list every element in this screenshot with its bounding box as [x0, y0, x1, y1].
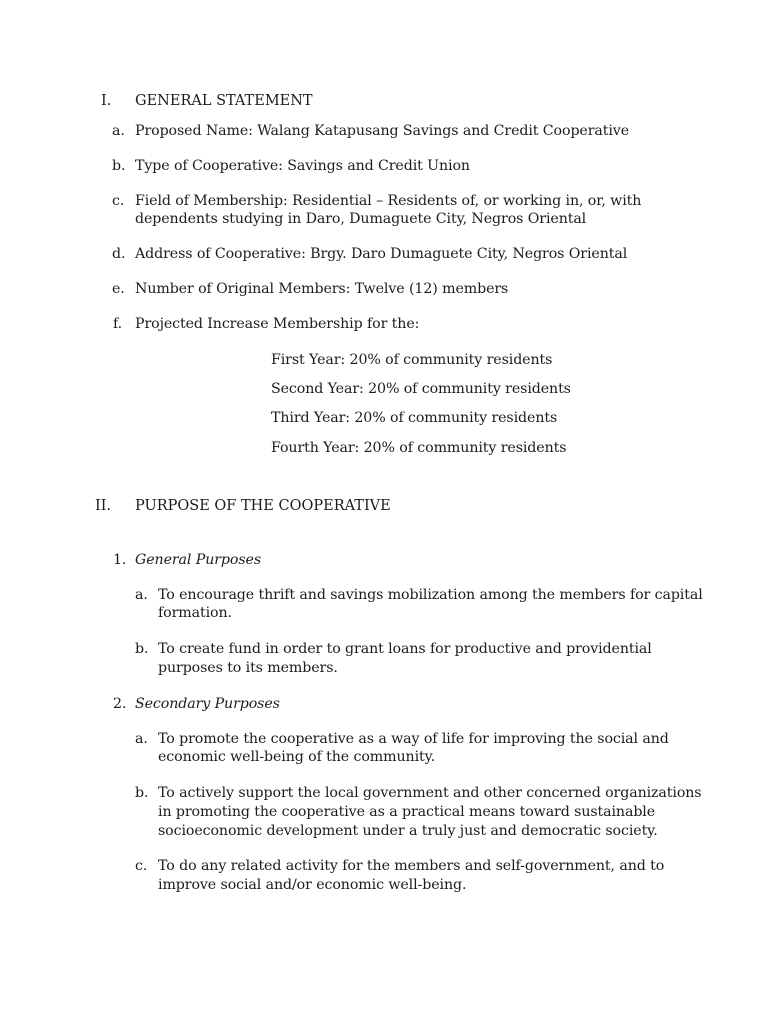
group-1-item-b-line2: purposes to its members.	[158, 660, 338, 676]
section-1-numeral: I.	[101, 93, 112, 109]
item-f-marker: f.	[113, 316, 123, 332]
group-2-item-b-line2: in promoting the cooperative as a practical means toward sustainable	[158, 804, 656, 820]
group-1-marker: 1.	[113, 552, 127, 568]
group-1-title: General Purposes	[135, 552, 261, 568]
projection-first-year: First Year: 20% of community residents	[271, 352, 553, 368]
group-2-item-a-line2: economic well-being of the community.	[158, 749, 436, 765]
group-1-item-b-line1: To create fund in order to grant loans for productive and providential	[158, 641, 652, 657]
item-c-text-line1: Field of Membership: Residential – Residents of, or working in, or, with	[135, 193, 642, 209]
group-2-item-c-marker: c.	[135, 858, 148, 874]
group-1-item-a-marker: a.	[135, 587, 148, 603]
projection-fourth-year: Fourth Year: 20% of community residents	[271, 440, 567, 456]
item-b-marker: b.	[112, 158, 126, 174]
group-1-item-a-line1: To encourage thrift and savings mobilization among the members for capital	[158, 587, 703, 603]
projection-third-year: Third Year: 20% of community residents	[271, 410, 558, 426]
projection-second-year: Second Year: 20% of community residents	[271, 381, 571, 397]
item-c-marker: c.	[112, 193, 125, 209]
item-d-marker: d.	[112, 246, 126, 262]
group-2-marker: 2.	[113, 696, 127, 712]
group-2-title: Secondary Purposes	[135, 696, 280, 712]
group-2-item-c-line1: To do any related activity for the members and self-government, and to	[158, 858, 665, 874]
group-2-item-b-line3: socioeconomic development under a truly just and democratic society.	[158, 823, 658, 839]
group-1-item-a-line2: formation.	[158, 605, 232, 621]
group-2-item-b-line1: To actively support the local government and other concerned organizations	[158, 785, 702, 801]
item-e-text: Number of Original Members: Twelve (12) members	[135, 281, 509, 297]
group-2-item-b-marker: b.	[135, 785, 149, 801]
item-a-marker: a.	[112, 123, 125, 139]
section-2-title: PURPOSE OF THE COOPERATIVE	[135, 498, 391, 514]
item-b-text: Type of Cooperative: Savings and Credit Union	[135, 158, 470, 174]
group-2-item-a-marker: a.	[135, 731, 148, 747]
section-1-title: GENERAL STATEMENT	[135, 93, 313, 109]
group-2-item-a-line1: To promote the cooperative as a way of life for improving the social and	[158, 731, 669, 747]
item-f-text: Projected Increase Membership for the:	[135, 316, 420, 332]
item-e-marker: e.	[112, 281, 125, 297]
item-a-text: Proposed Name: Walang Katapusang Savings and Credit Cooperative	[135, 123, 630, 139]
section-2-numeral: II.	[95, 498, 112, 514]
item-c-text-line2: dependents studying in Daro, Dumaguete City, Negros Oriental	[135, 211, 587, 227]
group-2-item-c-line2: improve social and/or economic well-being.	[158, 877, 467, 893]
group-1-item-b-marker: b.	[135, 641, 149, 657]
item-d-text: Address of Cooperative: Brgy. Daro Dumaguete City, Negros Oriental	[135, 246, 628, 262]
